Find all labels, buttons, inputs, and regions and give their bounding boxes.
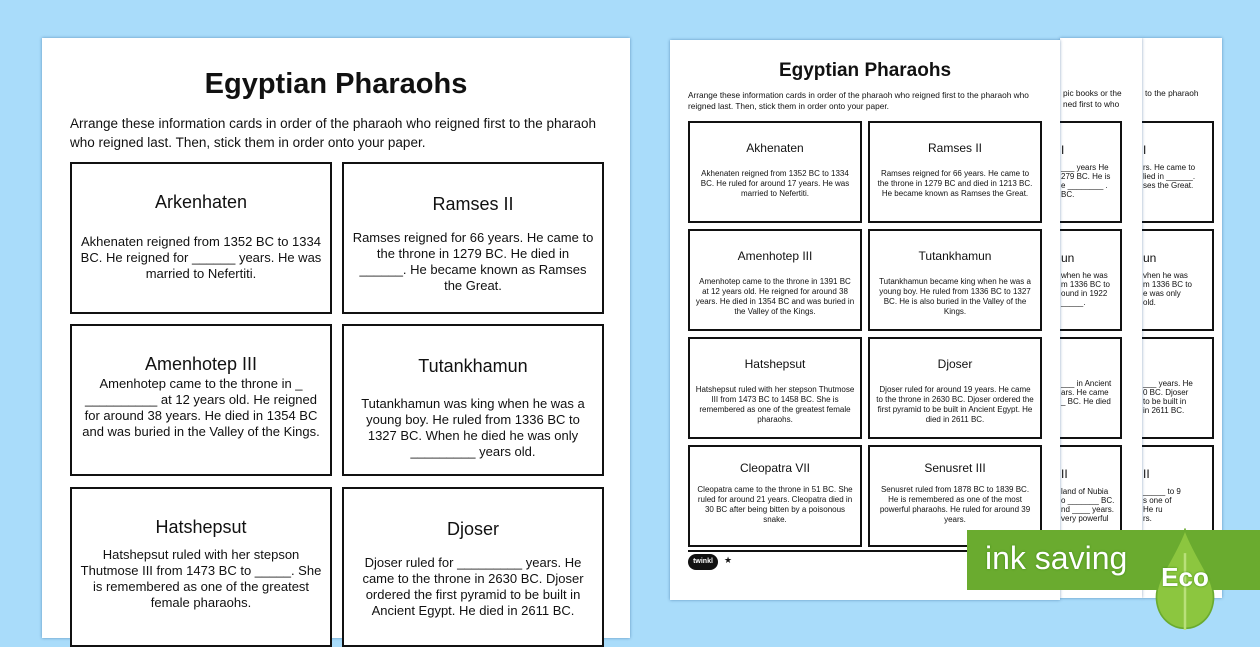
instructions: Arrange these information cards in order of the pharaoh who reigned first to the pharaoh who reigned last. Then, stick them in order onto your paper. — [688, 90, 1029, 111]
card-text-line: very powerful — [1061, 514, 1109, 523]
card-text-line: He ru — [1143, 505, 1163, 514]
star-icon: ★ — [724, 555, 733, 565]
card-title: un — [1143, 251, 1157, 265]
worksheet-page-back-2 — [1060, 38, 1142, 598]
card-title: II — [1143, 467, 1150, 481]
card-text-line: o _______ BC. — [1061, 496, 1115, 505]
worksheet-page-large — [42, 38, 630, 638]
card-text: Djoser ruled for _________ years. He came to the throne in 2630 BC. Djoser ordered the first pyramid to be built in Ancient Egypt. He died in 2611 BC. — [362, 555, 584, 618]
card-text-line: vhen he was — [1143, 271, 1188, 280]
card-title: un — [1061, 251, 1075, 265]
card-text-line: ound in 1922 — [1061, 289, 1108, 298]
card-title: Arkenhaten — [154, 192, 248, 212]
card-title: II — [1061, 467, 1068, 481]
card-text-line: s one of — [1143, 496, 1172, 505]
card-text: Senusret ruled from 1878 BC to 1839 BC. He is remembered as one of the most powerful pharaohs. He ruled for around 39 years. — [879, 485, 1031, 524]
info-card — [868, 337, 1042, 439]
card-text: Tutankhamun was king when he was a young boy. He ruled from 1336 BC to 1327 BC. When he died he was only _________ years old. — [361, 396, 585, 459]
info-card — [868, 121, 1042, 223]
card-text: Akhenaten reigned from 1352 BC to 1334 BC. He reigned for ______ years. He was married to Nefertiti. — [80, 234, 322, 281]
card-text-line: rs. He came to — [1143, 163, 1196, 172]
card-text-line: when he was — [1061, 271, 1108, 280]
card-text-line: ___ years. He — [1143, 379, 1193, 388]
card-text-line: to be built in — [1143, 397, 1187, 406]
worksheet-page-back-3 — [1142, 38, 1222, 598]
info-card — [688, 229, 862, 331]
card-title: I — [1143, 143, 1147, 157]
card-text-line: old. — [1143, 298, 1156, 307]
card-text: Tutankhamun became king when he was a young boy. He ruled from 1336 BC to 1327 BC. He is also buried in the Valley of the Kings. — [879, 277, 1031, 316]
info-card — [70, 324, 332, 476]
info-card — [1142, 337, 1214, 439]
card-title: Hatshepsut — [744, 357, 806, 371]
card-title: Hatshepsut — [155, 517, 247, 537]
card-text: Amenhotep came to the throne in _ __________ at 12 years old. He reigned for around 38 years. He died in 1354 BC and was buried in the Valley of the Kings. — [82, 376, 320, 439]
card-title: Akhenaten — [746, 141, 804, 155]
worksheet-page-front — [670, 40, 1060, 600]
card-text-line: in 2611 BC. — [1143, 406, 1185, 415]
card-text-line: _____. — [1061, 298, 1086, 307]
card-text-line: 279 BC. He is — [1061, 172, 1111, 181]
info-card — [1142, 229, 1214, 331]
card-text-line: e was only — [1143, 289, 1181, 298]
page-title: Egyptian Pharaohs — [778, 60, 952, 81]
page-title: Egyptian Pharaohs — [204, 68, 468, 100]
card-text-line: _ BC. He died — [1061, 397, 1111, 406]
card-text-line: ars. He came — [1061, 388, 1109, 397]
card-title: Amenhotep III — [737, 249, 813, 263]
info-card — [342, 162, 604, 314]
info-card — [70, 487, 332, 647]
card-text-line: e ________ . — [1061, 181, 1108, 190]
info-card — [70, 162, 332, 314]
card-title: Tutankhamun — [418, 356, 528, 376]
info-card — [868, 229, 1042, 331]
card-title: Cleopatra VII — [739, 461, 811, 475]
card-title: Djoser — [937, 357, 973, 371]
card-text-line: ___ years He — [1061, 163, 1109, 172]
info-card — [688, 121, 862, 223]
info-card — [342, 487, 604, 647]
info-card — [342, 324, 604, 476]
card-text: Amenhotep came to the throne in 1391 BC at 12 years old. He reigned for around 38 years. He died in 1354 BC and was buried in the Valley of the Kings. — [695, 277, 855, 316]
instructions-fragment: to the pharaoh — [1145, 88, 1199, 98]
card-text: Cleopatra came to the throne in 51 BC. She ruled for around 21 years. Cleopatra died in 30 BC after being bitten by a poisonous snake. — [697, 485, 853, 524]
info-card — [1060, 337, 1122, 439]
instructions-fragment: ned first to who — [1063, 99, 1120, 109]
card-text: Hatshepsut ruled with her stepson Thutmose III from 1473 BC to 1458 BC. She is remembered as one of the greatest female pharaohs. — [695, 385, 855, 424]
ink-saving-label: ink saving — [985, 540, 1128, 576]
card-text-line: lied in ______. — [1143, 172, 1196, 181]
card-text-line: m 1336 BC to — [1143, 280, 1192, 289]
card-text-line: BC. — [1061, 190, 1075, 199]
instructions: Arrange these information cards in order of the pharaoh who reigned first to the pharaoh who reigned last. Then, stick them in order onto your paper. — [70, 116, 597, 150]
card-title: Senusret III — [924, 461, 986, 475]
card-title: Amenhotep III — [144, 354, 258, 374]
card-text-line: _____ to 9 — [1143, 487, 1181, 496]
card-text-line: ___ in Ancient — [1061, 379, 1112, 388]
info-card — [688, 445, 862, 547]
eco-label: Eco — [1161, 562, 1209, 592]
card-title: Ramses II — [927, 141, 982, 155]
info-card — [1060, 229, 1122, 331]
card-text: Hatshepsut ruled with her stepson Thutmose III from 1473 BC to _____. She is remembered as one of the greatest female pharaohs. — [80, 547, 322, 610]
info-card — [1142, 121, 1214, 223]
info-card — [1060, 121, 1122, 223]
card-text-line: m 1336 BC to — [1061, 280, 1110, 289]
instructions-fragment: pic books or the — [1063, 88, 1122, 98]
card-title: I — [1061, 143, 1065, 157]
card-text: Akhenaten reigned from 1352 BC to 1334 BC. He ruled for around 17 years. He was married to Nefertiti. — [700, 169, 850, 198]
card-text: Ramses reigned for 66 years. He came to the throne in 1279 BC and died in 1213 BC. He became known as Ramses the Great. — [877, 169, 1033, 198]
card-text-line: 0 BC. Djoser — [1143, 388, 1189, 397]
card-title: Djoser — [446, 519, 499, 539]
card-text: Ramses reigned for 66 years. He came to the throne in 1279 BC. He died in ______. He became known as Ramses the Great. — [352, 230, 594, 293]
twinkl-logo: twinkl — [688, 554, 718, 570]
card-text-line: nd ____ years. — [1061, 505, 1114, 514]
card-text-line: land of Nubia — [1061, 487, 1109, 496]
eco-leaf-badge — [1153, 528, 1217, 630]
card-title: Tutankhamun — [918, 249, 992, 263]
card-text-line: rs. — [1143, 514, 1152, 523]
info-card — [688, 337, 862, 439]
card-text: Djoser ruled for around 19 years. He came to the throne in 2630 BC. Djoser ordered the first pyramid to be built in Ancient Egypt. He died in 2611 BC. — [876, 385, 1034, 424]
card-title: Ramses II — [432, 194, 514, 214]
card-text-line: ses the Great. — [1143, 181, 1194, 190]
